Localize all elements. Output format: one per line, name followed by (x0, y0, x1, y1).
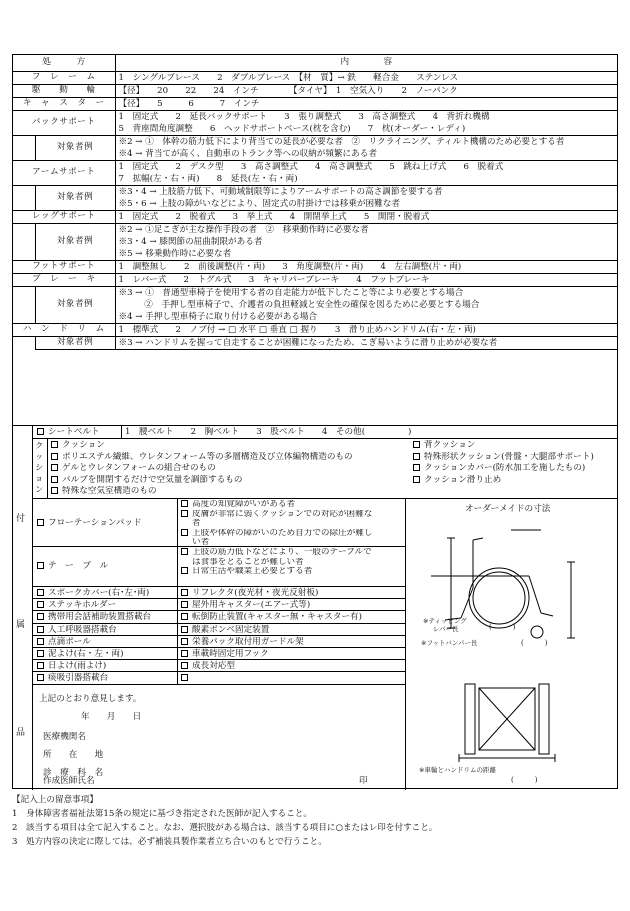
accessory-item[interactable] (37, 599, 116, 611)
checkbox[interactable] (181, 613, 188, 620)
tipping-label: ※ティッピング (423, 617, 467, 625)
handrim-value[interactable]: ( ) (511, 776, 538, 784)
cushion-option[interactable] (413, 475, 594, 487)
accessory-item[interactable] (37, 611, 151, 623)
checkbox[interactable] (37, 626, 44, 633)
row-content[interactable] (115, 223, 617, 260)
checkbox[interactable] (51, 464, 58, 471)
row-line: ※4 → 手押し型車椅子に取り付ける必要がある場合 (118, 311, 318, 322)
row-line: 1 固定式 2 延長バックサポート 3 張り調整式 3 高さ調整式 4 背折れ機構 (118, 111, 490, 122)
row-content[interactable] (115, 135, 617, 160)
row-label: アームサポート (13, 160, 115, 185)
cushion-option[interactable] (51, 440, 353, 452)
row-indent (13, 336, 35, 349)
row-line: 1 シングルブレース 2 ダブルブレース 【材 質】→ 鉄 軽合金 ステンレス (118, 72, 459, 83)
accessory-text: リフレクタ(夜光材・夜光反射板) (192, 588, 319, 598)
accessory-text: スポークカバー(右･左･両) (48, 588, 150, 598)
reason-text: は食事をとることが難しい者 (192, 557, 304, 567)
handrim-label: ※車輪とハンドリムの距離 (419, 766, 496, 774)
rx-row (13, 323, 617, 336)
rx-row (13, 97, 617, 110)
row-line: 【径】 5 6 7 インチ (118, 98, 260, 109)
checkbox[interactable] (181, 601, 188, 608)
row-line: ② 手押し型車椅子で、介護者の負担軽減と安全性の確保を図るために必要とする場合 (118, 299, 480, 310)
accessory-item[interactable] (37, 624, 117, 636)
row-content[interactable] (115, 110, 617, 135)
accessory-text: 屋外用キャスター(エアー式等) (192, 600, 311, 611)
reason-text: 上肢や体幹の障がいのため自力での除圧が難し (192, 528, 373, 538)
footbumper-value[interactable]: ( ) (521, 639, 548, 647)
row-line: ※4 → 背当てが高く、自動車のトランク等への収納が頻繁にある者 (118, 148, 377, 159)
row-label: キ ャ ス タ ー (13, 97, 115, 110)
accessory-row (33, 587, 405, 599)
accessory-text: 転倒防止装置(キャスター無・キャスター有) (192, 612, 362, 623)
row-line: 1 レバー式 2 トグル式 3 キャリパーブレーキ 4 フットブレーキ (118, 274, 430, 285)
accessory-text: 携帯用会話補助装置搭載台 (48, 612, 152, 623)
row-label: ブ レ ー キ (13, 273, 115, 286)
accessories-side-label: 付 属 品 (13, 426, 33, 790)
reason-text: い者 (192, 538, 210, 548)
reason-line[interactable] (181, 510, 372, 520)
row-content[interactable] (115, 71, 617, 84)
address-field[interactable]: 所 在 地 (43, 750, 104, 760)
row-indent (13, 223, 35, 260)
checkbox[interactable] (51, 487, 58, 494)
cushion-option[interactable] (413, 463, 594, 475)
note-item: 1 身体障害者福祉法第15条の規定に基づき指定された医師が記入すること。 (12, 809, 312, 819)
accessory-item[interactable] (181, 672, 192, 684)
row-label: 駆 動 輪 (13, 84, 115, 97)
rx-row (13, 286, 617, 323)
checkbox[interactable] (181, 529, 188, 536)
checkbox[interactable] (37, 638, 44, 645)
reason-line[interactable] (181, 567, 372, 577)
accessory-item[interactable] (181, 624, 269, 636)
row-line: ※3・4 → 膝関節の屈曲制限がある者 (118, 236, 263, 247)
accessory-item[interactable] (181, 611, 362, 623)
accessory-text: 点滴ポール (48, 636, 91, 647)
checkbox[interactable] (37, 613, 44, 620)
rx-row (13, 260, 617, 273)
row-content[interactable] (115, 260, 617, 273)
cushion-option-text: ゲルとウレタンフォームの組合せのもの (62, 463, 216, 473)
cushion-label: クッション (35, 440, 44, 494)
notes-section (12, 793, 618, 849)
checkbox[interactable] (181, 626, 188, 633)
note-item: 2 該当する項目は全て記入すること。なお、選択肢がある場合は、該当する項目に○またはレ印を付すこと。 (12, 823, 438, 833)
cushion-option-text: 背クッション (424, 440, 476, 450)
checkbox[interactable] (37, 662, 44, 669)
reason-text: 上肢の筋力低下などにより、一般のテーブルで (192, 548, 372, 557)
accessories-section (13, 425, 617, 789)
reason-line (181, 519, 372, 529)
wheelchair-dimension-diagram (411, 518, 611, 788)
table-checkbox[interactable] (37, 562, 44, 569)
row-label: 対象者例 (35, 336, 115, 349)
accessory-row (33, 599, 405, 611)
reason-text: 者 (192, 519, 201, 529)
checkbox[interactable] (413, 453, 420, 460)
row-content[interactable] (115, 97, 617, 110)
row-content[interactable] (115, 336, 617, 349)
checkbox[interactable] (181, 662, 188, 669)
row-line: 1 固定式 2 脱着式 3 挙上式 4 開閉挙上式 5 開閉・脱着式 (118, 211, 430, 222)
accessory-item[interactable] (181, 648, 269, 660)
rx-row (13, 110, 617, 135)
row-label: バックサポート (13, 110, 115, 135)
row-indent (13, 286, 35, 323)
department-field[interactable]: 診 療 科 名 (43, 768, 104, 778)
cushion-option[interactable] (51, 452, 353, 464)
accessory-row (33, 611, 405, 623)
accessory-text: 成長対応型 (192, 661, 235, 672)
row-content[interactable] (115, 160, 617, 185)
accessory-text: 車載時固定用フック (192, 648, 269, 659)
row-line: 1 固定式 2 デスク型 3 高さ調整式 4 高さ調整式 5 跳ね上げ式 6 脱着式 (118, 161, 504, 172)
checkbox[interactable] (37, 601, 44, 608)
flotation-label: フローテーションパッド (37, 517, 142, 529)
row-line: ※3 → ① 普通型車椅子を使用する者の自走能力が低下したこと等により必要とする場合 (118, 287, 464, 298)
accessory-item[interactable] (181, 636, 304, 648)
accessory-text: 酸素ボンベ固定装置 (192, 624, 270, 635)
cushion-option-text: バルブを開閉するだけで空気量を調節するもの (62, 474, 243, 485)
row-content[interactable] (115, 210, 617, 223)
accessory-text: 人工呼吸器搭載台 (48, 624, 117, 635)
accessory-text: 日よけ(雨よけ) (48, 661, 107, 672)
reason-text: 高度の知覚障がいがある者 (192, 500, 296, 509)
institution-field[interactable]: 医療機関名 (43, 732, 86, 742)
row-indent (13, 185, 35, 210)
accessory-item[interactable] (37, 660, 106, 672)
row-label: フ レ ー ム (13, 71, 115, 84)
header-left: 処 方 (13, 55, 115, 71)
diagram-title: オーダーメイドの寸法 (465, 504, 551, 514)
reason-line (181, 558, 372, 568)
checkbox[interactable] (181, 650, 188, 657)
accessory-item[interactable] (37, 587, 149, 599)
row-label: フットサポート (13, 260, 115, 273)
cushion-option[interactable] (51, 486, 353, 498)
prescription-table (13, 55, 617, 350)
row-line: 7 拡幅(左・右・両) 8 延長(左・右・両) (118, 173, 298, 184)
row-label: 対象者例 (35, 185, 115, 210)
seatbelt-checkbox[interactable] (37, 428, 44, 435)
checkbox[interactable] (51, 453, 58, 460)
accessory-item[interactable] (37, 648, 123, 660)
checkbox[interactable] (181, 548, 188, 555)
checkbox[interactable] (37, 589, 44, 596)
accessory-text: 泥よけ(右・左・両) (48, 648, 124, 659)
prescription-form (12, 54, 618, 789)
accessory-item[interactable] (37, 672, 108, 684)
reason-line[interactable] (181, 548, 372, 558)
checkbox[interactable] (181, 589, 188, 596)
checkbox[interactable] (51, 476, 58, 483)
cushion-option-text: 特殊形状クッション(骨盤・大腿部サポート) (424, 451, 594, 462)
cushion-option[interactable] (413, 440, 594, 452)
row-label: 対象者例 (35, 286, 115, 323)
cushion-option[interactable] (51, 463, 353, 475)
accessory-item[interactable] (181, 599, 310, 611)
cushion-option[interactable] (413, 452, 594, 464)
accessory-text: 栄養パック取付用ガードル架 (192, 636, 304, 647)
signature-intro: 上記のとおり意見します。 (39, 694, 142, 704)
rx-row (13, 71, 617, 84)
seatbelt-options: 1 腰ベルト 2 胸ベルト 3 股ベルト 4 その他( ) (125, 427, 412, 437)
accessory-row (33, 636, 405, 648)
header-right: 内 容 (115, 55, 617, 71)
accessory-row (33, 648, 405, 660)
accessory-text: ステッキホルダー (48, 600, 117, 611)
accessory-row (33, 624, 405, 636)
rx-row (13, 336, 617, 349)
row-content[interactable] (115, 84, 617, 97)
row-content[interactable] (115, 185, 617, 210)
rx-row (13, 223, 617, 260)
row-label: 対象者例 (35, 223, 115, 260)
checkbox[interactable] (181, 510, 188, 517)
notes-title: 【記入上の留意事項】 (12, 795, 98, 805)
row-line: ※5・6 → 上肢の障がいなどにより、固定式の肘掛けでは移乗が困難な者 (118, 198, 400, 209)
cushion-option-text: 特殊な空気室構造のもの (62, 486, 157, 496)
signature-date[interactable]: 年 月 日 (81, 712, 142, 722)
doctor-name-field[interactable]: 作成医師氏名 (43, 776, 95, 786)
table-label: テ ー ブ ル (37, 560, 108, 572)
accessory-item[interactable] (181, 587, 318, 599)
row-indent (13, 135, 35, 160)
accessory-item[interactable] (37, 636, 91, 648)
checkbox[interactable] (181, 674, 188, 681)
tipping-label-2: レバー長 (433, 625, 459, 633)
rx-row (13, 210, 617, 223)
row-label: ハ ン ド リ ム (13, 323, 115, 336)
checkbox[interactable] (181, 638, 188, 645)
row-line: ※5 → 移乗動作時に必要な者 (118, 248, 232, 259)
row-line: 5 背座間角度調整 6 ヘッドサポートベース(枕を含む) 7 枕(オーダー・レディ) (118, 123, 466, 134)
reason-text: 皮膚が非常に弱くクッションでの対応が困難な (192, 509, 373, 519)
seal-mark: 印 (359, 776, 368, 786)
checkbox[interactable] (181, 500, 188, 507)
rx-row (13, 135, 617, 160)
cushion-option[interactable] (51, 475, 353, 487)
row-line: ※3・4 → 上肢筋力低下、可動域制限等によりアームサポートの高さ調節を要する者 (118, 186, 443, 197)
checkbox[interactable] (413, 441, 420, 448)
row-line: 【径】 20 22 24 インチ 【タイヤ】 1 空気入り 2 ノーパンク (118, 85, 458, 96)
cushion-option-text: ポリエステル繊維、ウレタンフォーム等の多層構造及び立体編物構造のもの (62, 451, 353, 462)
reason-text: 日常生活や職業上必要とする者 (192, 567, 313, 577)
row-line: 1 調整無し 2 前後調整(片・両) 3 角度調整(片・両) 4 左右調整(片・両) (118, 261, 462, 272)
cushion-option-text: クッションカバー(防水加工を施したもの) (424, 463, 586, 473)
accessory-row (33, 660, 405, 672)
checkbox[interactable] (51, 441, 58, 448)
cushion-option-text: クッション (62, 440, 105, 450)
cushion-option-text: クッション滑り止め (424, 474, 502, 485)
row-content[interactable] (115, 286, 617, 323)
row-content[interactable] (115, 323, 617, 336)
flotation-checkbox[interactable] (37, 519, 44, 526)
rx-row (13, 160, 617, 185)
checkbox[interactable] (181, 567, 188, 574)
row-label: 対象者例 (35, 135, 115, 160)
footbumper-label: ※フットバンパー長 (421, 639, 478, 647)
tipping-value[interactable]: ( ) (489, 623, 516, 631)
checkbox[interactable] (37, 674, 44, 681)
rx-row (13, 273, 617, 286)
reason-line[interactable] (181, 500, 372, 510)
row-line: ※3 → ハンドリムを握って自走することが困難になったため、こぎ易いように滑り止めが必要な者 (118, 337, 498, 348)
row-line: ※2 → ①足こぎが主な操作手段の者 ② 移乗動作時に必要な者 (118, 224, 369, 235)
accessory-row (33, 672, 405, 684)
reason-line[interactable] (181, 529, 372, 539)
checkbox[interactable] (413, 464, 420, 471)
row-line: ※2 → ① 体幹の筋力低下により背当ての延長が必要な者 ② リクライニング、ティルト機構のため必要とする者 (118, 136, 565, 147)
accessory-item[interactable] (181, 660, 235, 672)
rx-row (13, 185, 617, 210)
seatbelt-label: シートベルト (37, 426, 100, 438)
row-line: 1 標準式 2 ノブ付 → □ 水平 □ 垂直 □ 握り 3 滑り止めハンドリム(右・左・両) (118, 324, 476, 335)
accessory-text: 痰吸引器搭載台 (48, 673, 109, 684)
row-label: レッグサポート (13, 210, 115, 223)
rx-row (13, 84, 617, 97)
checkbox[interactable] (37, 650, 44, 657)
row-content[interactable] (115, 273, 617, 286)
note-item: 3 処方内容の決定に際しては、必ず補装具製作業者立ち合いのもとで行うこと。 (12, 837, 327, 847)
checkbox[interactable] (413, 476, 420, 483)
